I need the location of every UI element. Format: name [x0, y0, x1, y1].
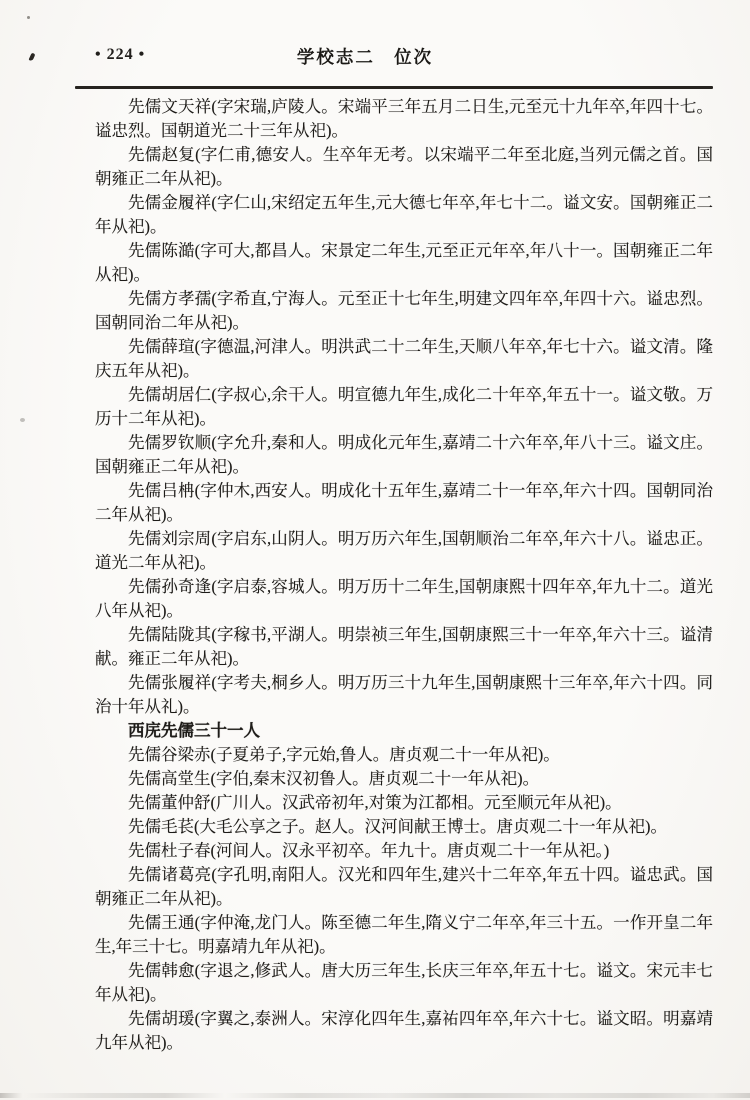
entry-paragraph: 先儒吕柟(字仲木,西安人。明成化十五年生,嘉靖二十一年卒,年六十四。国朝同治二年从祀)。 — [95, 481, 713, 524]
body-text — [95, 95, 713, 1055]
entry-paragraph: 先儒刘宗周(字启东,山阴人。明万历六年生,国朝顺治二年卒,年六十八。谥忠正。道光二年从祀)。 — [95, 529, 713, 572]
entry-paragraph: 先儒孙奇逢(字启泰,容城人。明万历十二年生,国朝康熙十四年卒,年九十二。道光八年从祀)。 — [95, 577, 713, 620]
entry-paragraph: 先儒诸葛亮(字孔明,南阳人。汉光和四年生,建兴十二年卒,年五十四。谥忠武。国朝雍正二年从祀)。 — [95, 865, 713, 908]
entry-paragraph: 先儒陈澔(字可大,都昌人。宋景定二年生,元至正元年卒,年八十一。国朝雍正二年从祀)。 — [95, 241, 713, 284]
entry-paragraph: 先儒胡瑗(字翼之,泰洲人。宋淳化四年生,嘉祐四年卒,年六十七。谥文昭。明嘉靖九年从祀)。 — [95, 1009, 713, 1052]
entry-paragraph: 先儒毛苌(大毛公享之子。赵人。汉河间献王博士。唐贞观二十一年从祀)。 — [128, 817, 667, 836]
entry-paragraph: 先儒谷梁赤(子夏弟子,字元始,鲁人。唐贞观二十一年从祀)。 — [128, 745, 560, 764]
page-number: • 224 • — [95, 46, 146, 63]
entry-paragraph: 先儒韩愈(字退之,修武人。唐大历三年生,长庆三年卒,年五十七。谥文。宋元丰七年从祀)。 — [95, 961, 713, 1004]
scan-artifact-bottom — [0, 1093, 750, 1098]
entry-paragraph: 先儒王通(字仲淹,龙门人。陈至德二年生,隋义宁二年卒,年三十五。一作开皇二年生,年三十七。明嘉靖九年从祀)。 — [95, 913, 713, 956]
running-title — [0, 44, 730, 69]
entry-paragraph: 先儒杜子春(河间人。汉永平初卒。年九十。唐贞观二十一年从祀。) — [128, 841, 610, 860]
entry-paragraph: 先儒金履祥(字仁山,宋绍定五年生,元大德七年卒,年七十二。谥文安。国朝雍正二年从祀)。 — [95, 193, 713, 236]
entry-paragraph: 先儒赵复(字仁甫,德安人。生卒年无考。以宋端平二年至北庭,当列元儒之首。国朝雍正二年从祀)。 — [95, 145, 713, 188]
entry-paragraph: 先儒方孝孺(字希直,宁海人。元至正十七年生,明建文四年卒,年四十六。谥忠烈。国朝同治二年从祀)。 — [95, 289, 713, 332]
entry-paragraph: 先儒罗钦顺(字允升,秦和人。明成化元年生,嘉靖二十六年卒,年八十三。谥文庄。国朝雍正二年从祀)。 — [95, 433, 713, 476]
running-title-section: 位次 — [394, 47, 434, 67]
entry-paragraph: 先儒高堂生(字伯,秦末汉初鲁人。唐贞观二十一年从祀)。 — [128, 769, 540, 788]
entry-paragraph: 先儒董仲舒(广川人。汉武帝初年,对策为江都相。元至顺元年从祀)。 — [128, 793, 622, 812]
page-header — [0, 44, 750, 70]
entry-paragraph: 先儒张履祥(字考夫,桐乡人。明万历三十九年生,国朝康熙十三年卒,年六十四。同治十年从礼)。 — [95, 673, 713, 716]
header-rule — [75, 86, 713, 89]
entry-paragraph: 先儒陆陇其(字稼书,平湖人。明崇祯三年生,国朝康熙三十一年卒,年六十三。谥清献。雍正二年从祀)。 — [95, 625, 713, 668]
section-heading: 西庑先儒三十一人 — [128, 722, 260, 740]
entry-paragraph: 先儒薛瑄(字德温,河津人。明洪武二十二年生,天顺八年卒,年七十六。谥文清。隆庆五年从祀)。 — [95, 337, 713, 380]
running-title-book: 学校志二 — [296, 47, 375, 67]
scan-speck — [27, 16, 30, 19]
entry-paragraph: 先儒文天祥(字宋瑞,庐陵人。宋端平三年五月二日生,元至元十九年卒,年四十七。谥忠烈。国朝道光二十三年从祀)。 — [95, 97, 713, 140]
scan-speck — [20, 418, 25, 422]
entry-paragraph: 先儒胡居仁(字叔心,余干人。明宣德九年生,成化二十年卒,年五十一。谥文敬。万历十二年从祀)。 — [95, 385, 713, 428]
